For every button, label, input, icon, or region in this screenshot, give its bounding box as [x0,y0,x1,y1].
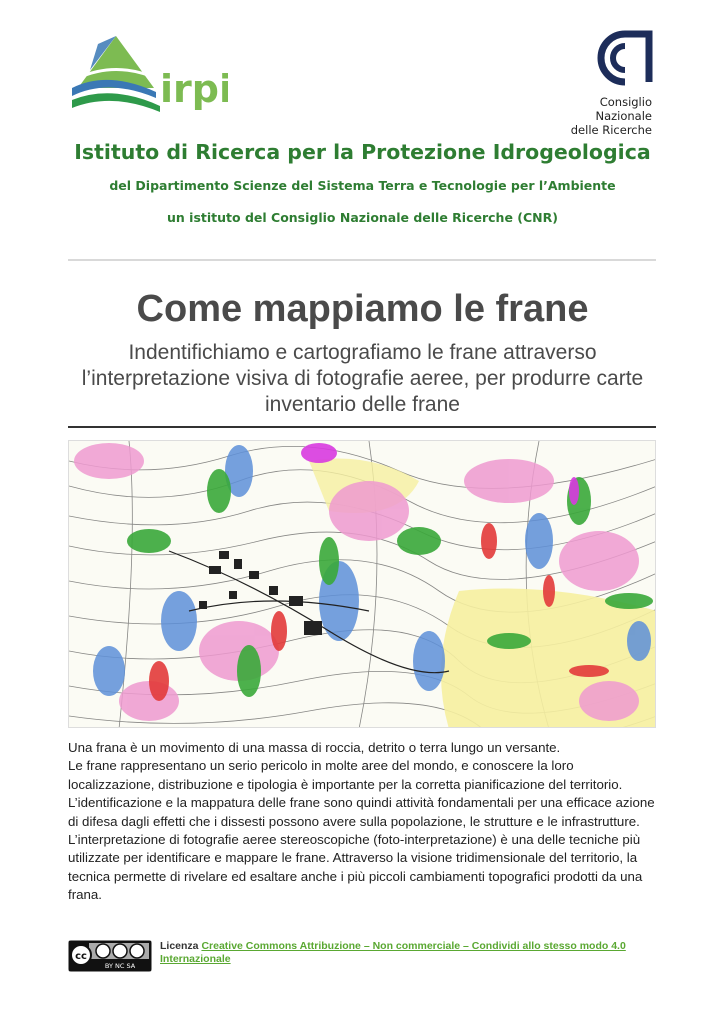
irpi-logo [68,30,228,120]
license-section [68,940,668,974]
body-text [68,739,658,905]
map-illustration [69,441,656,728]
cnr-mark-icon [595,30,655,86]
institute-title: Istituto di Ricerca per la Protezione Idrogeologica [74,140,651,164]
title-divider [68,426,656,428]
landslide-inventory-map [68,440,656,728]
page-title: Come mappiamo le frane [136,288,589,330]
paragraph-photo-interpretation: L’interpretazione di fotografie aeree stereoscopiche (foto-interpretazione) è una delle tecniche più utilizzate per identificare e mappare le frane. Attraverso la visione tridimensionale del territorio, la tecnica permette di rivelare ed esaltare anche i più piccoli cambiamenti topografici prodotti da una frana. [68,832,643,903]
irpi-mountain-icon [68,30,228,120]
paragraph-definition: Una frana è un movimento di una massa di roccia, detrito o terra lungo un versante. [68,740,561,755]
cc-badge-terms: BY NC SA [104,962,136,970]
institute-cnr: un istituto del Consiglio Nazionale delle Ricerche (CNR) [167,210,558,225]
irpi-logo-text: irpi [160,67,228,111]
cc-by-nc-sa-icon [69,941,151,971]
institute-department: del Dipartimento Scienze del Sistema Terra e Tecnologie per l’Ambiente [109,178,616,193]
license-link[interactable]: Creative Commons Attribuzione – Non commerciale – Condividi allo stesso modo 4.0 Internazionale [160,940,626,965]
license-label: Licenza [160,940,199,952]
page-subtitle: Indentifichiamo e cartografiamo le frane attraverso l’interpretazione visiva di fotografie aeree, per produrre carte inventario delle frane [81,341,644,416]
cnr-logo [540,30,660,137]
header-divider [68,259,656,261]
license-text [160,940,660,966]
paragraph-importance: Le frane rappresentano un serio pericolo in molte aree del mondo, e conoscere la loro localizzazione, distribuzione e tipologia è importante per la corretta pianificazione del territorio. L’identificazione e la mappatura delle frane sono quindi attività fondamentali per una efficace azione di difesa dagli effetti che i dissesti possono avere sulla popolazione, le strutture e le infrastrutture. [68,758,655,829]
cc-license-badge[interactable] [68,940,152,972]
cnr-logo-line2: delle Ricerche [570,123,652,137]
svg-text:cc: cc [75,951,87,962]
cnr-logo-line1: Consiglio Nazionale [595,95,652,123]
